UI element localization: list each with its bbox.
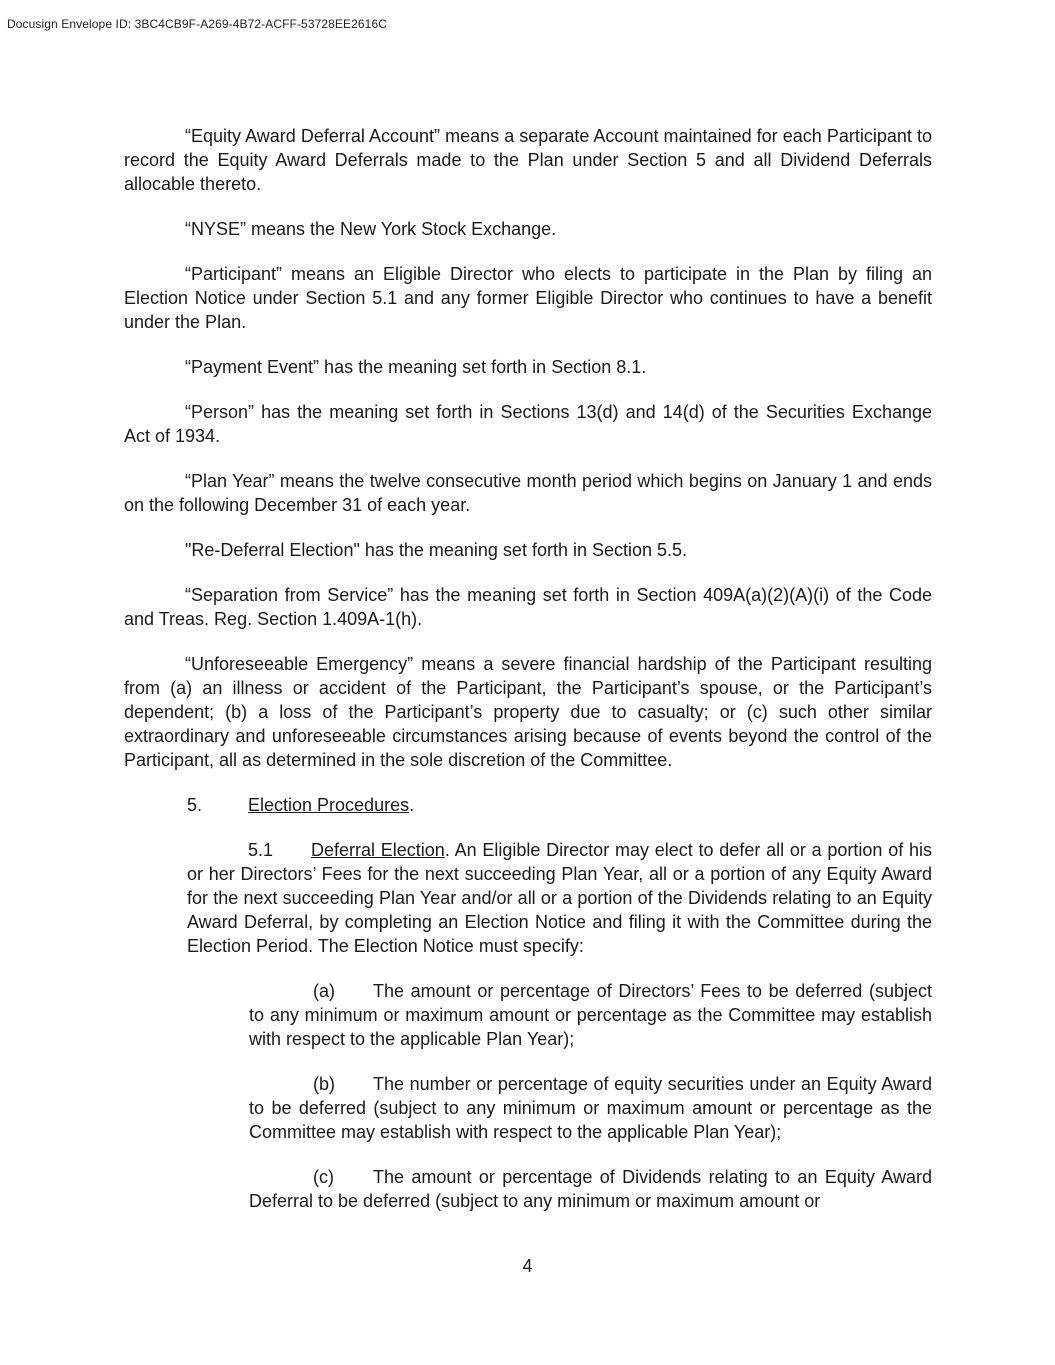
definition-unforeseeable-emergency: “Unforeseeable Emergency” means a severe financial hardship of the Participant resulting from (a) an illness or accident of the Participant, the Participant’s spouse, or the Participant’s dependent; (b) a loss of the Participant’s property due to casualty; or (c) such other similar extraordinary and unforeseeable circumstances arising because of events beyond the control of the Participant, all as determined in the sole discretion of the Committee. [124, 654, 932, 770]
definition-payment-event: “Payment Event” has the meaning set forth in Section 8.1. [185, 357, 647, 377]
page-number: 4 [522, 1256, 533, 1276]
section-5-1-text: . An Eligible Director may elect to defer all or a portion of his or her Directors’ Fees for the next succeeding Plan Year, all or a portion of any Equity Award for the next succeeding Plan Year and/or all or a portion of the Dividends relating to an Equity Award Deferral, by completing an Election Notice and filing it with the Committee during the Election Period. The Election Notice must specify: [187, 840, 932, 956]
list-item-c-label: (c) [313, 1167, 334, 1187]
definition-nyse: “NYSE” means the New York Stock Exchange. [185, 219, 557, 239]
list-item-b [249, 1072, 932, 1144]
list-item-b-label: (b) [313, 1074, 335, 1094]
definition-person: “Person” has the meaning set forth in Sections 13(d) and 14(d) of the Securities Exchange Act of 1934. [124, 402, 932, 446]
definition-equity-award-deferral-account: “Equity Award Deferral Account” means a separate Account maintained for each Participant to record the Equity Award Deferrals made to the Plan under Section 5 and all Dividend Deferrals allocable thereto. [124, 126, 932, 194]
definition-separation-from-service: “Separation from Service” has the meaning set forth in Section 409A(a)(2)(A)(i) of the Code and Treas. Reg. Section 1.409A-1(h). [124, 585, 932, 629]
document-body [124, 124, 932, 1234]
list-item-c [249, 1165, 932, 1213]
section-5-number: 5. [187, 795, 203, 815]
section-5-period: . [409, 795, 415, 815]
list-item-a-text: The amount or percentage of Directors’ Fees to be deferred (subject to any minimum or maximum amount or percentage as the Committee may establish with respect to the applicable Plan Year); [249, 981, 932, 1049]
section-5-heading [187, 793, 932, 817]
section-5-1-title: Deferral Election [311, 840, 445, 860]
envelope-id: Docusign Envelope ID: 3BC4CB9F-A269-4B72-ACFF-53728EE2616C [7, 17, 387, 31]
section-5-title: Election Procedures [248, 795, 410, 815]
definition-re-deferral-election: "Re-Deferral Election" has the meaning set forth in Section 5.5. [185, 540, 688, 560]
list-item-a-label: (a) [313, 981, 335, 1001]
definition-participant: “Participant” means an Eligible Director who elects to participate in the Plan by filing an Election Notice under Section 5.1 and any former Eligible Director who continues to have a benefit under the Plan. [124, 264, 932, 332]
list-item-b-text: The number or percentage of equity securities under an Equity Award to be deferred (subject to any minimum or maximum amount or percentage as the Committee may establish with respect to the applicable Plan Year); [249, 1074, 932, 1142]
list-item-a [249, 979, 932, 1051]
definition-plan-year: “Plan Year” means the twelve consecutive month period which begins on January 1 and ends on the following December 31 of each year. [124, 471, 932, 515]
section-5-1-paragraph [187, 838, 932, 958]
section-5-1-number: 5.1 [248, 840, 274, 860]
list-item-c-text: The amount or percentage of Dividends relating to an Equity Award Deferral to be deferred (subject to any minimum or maximum amount or [249, 1167, 932, 1211]
